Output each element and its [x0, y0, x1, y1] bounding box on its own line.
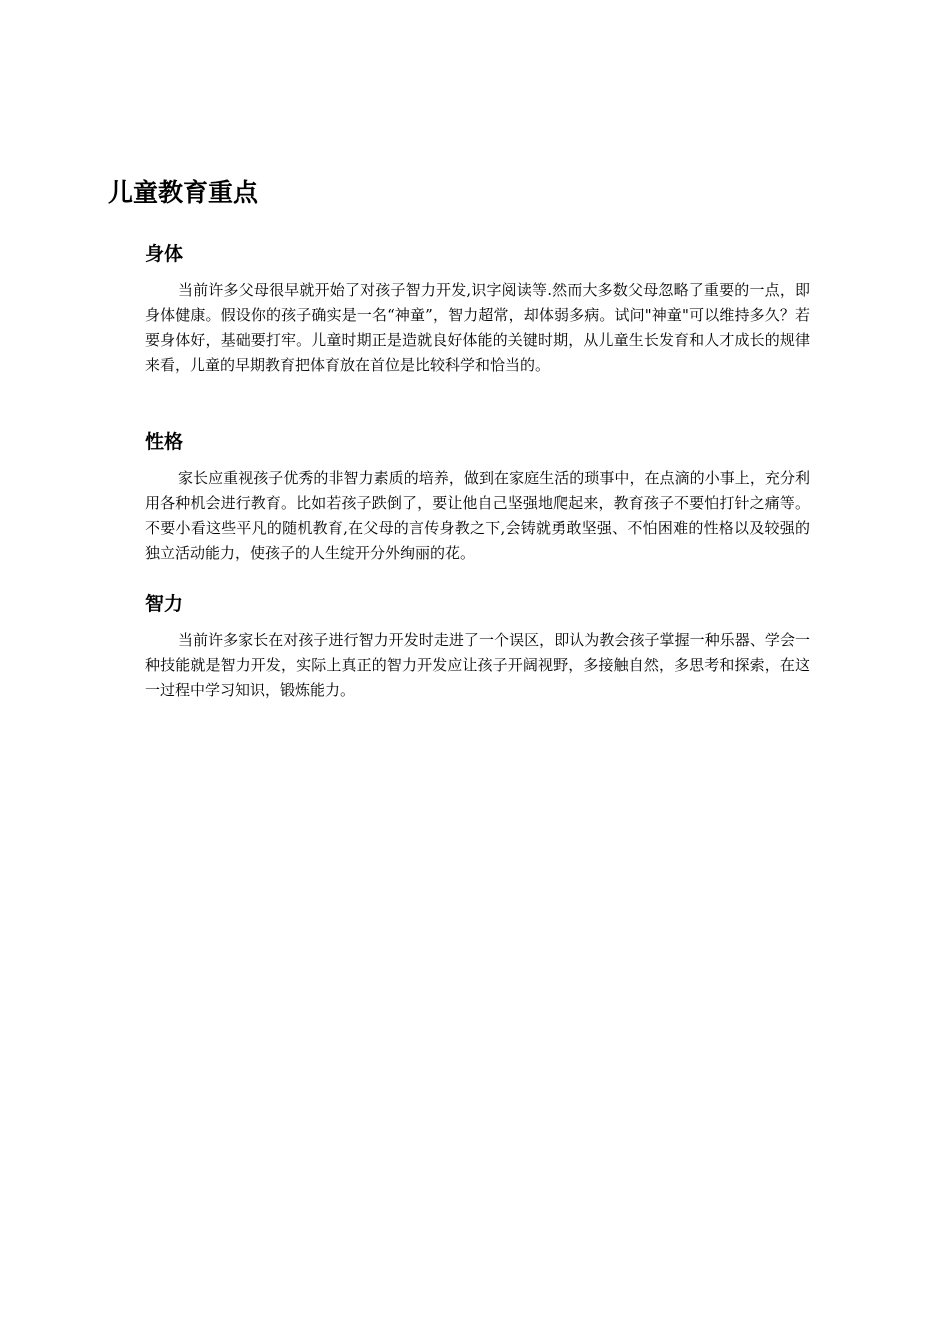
section-paragraph: 家长应重视孩子优秀的非智力素质的培养，做到在家庭生活的琐事中，在点滴的小事上，充分利用各种机会进行教育。比如若孩子跌倒了，要让他自己坚强地爬起来，教育孩子不要怕打针之痛等。不要小看这些平凡的随机教育,在父母的言传身教之下,会铸就勇敢坚强、不怕困难的性格以及较强的独立活动能力，使孩子的人生绽开分外绚丽的花。	[145, 469, 810, 562]
section-heading: 身体	[145, 243, 184, 265]
section-heading: 智力	[145, 593, 184, 615]
section-body	[145, 240, 810, 378]
section-character	[145, 428, 810, 566]
document-title: 儿童教育重点	[108, 178, 259, 207]
section-intelligence	[145, 590, 810, 703]
section-paragraph: 当前许多父母很早就开始了对孩子智力开发,识字阅读等.然而大多数父母忽略了重要的一点，即身体健康。假设你的孩子确实是一名“神童”，智力超常，却体弱多病。试问"神童"可以维持多久？若要身体好，基础要打牢。儿童时期正是造就良好体能的关键时期，从儿童生长发育和人才成长的规律来看，儿童的早期教育把体育放在首位是比较科学和恰当的。	[145, 281, 810, 374]
section-paragraph: 当前许多家长在对孩子进行智力开发时走进了一个误区，即认为教会孩子掌握一种乐器、学会一种技能就是智力开发，实际上真正的智力开发应让孩子开阔视野，多接触自然，多思考和探索，在这一过程中学习知识，锻炼能力。	[145, 631, 810, 699]
section-heading: 性格	[145, 431, 184, 453]
